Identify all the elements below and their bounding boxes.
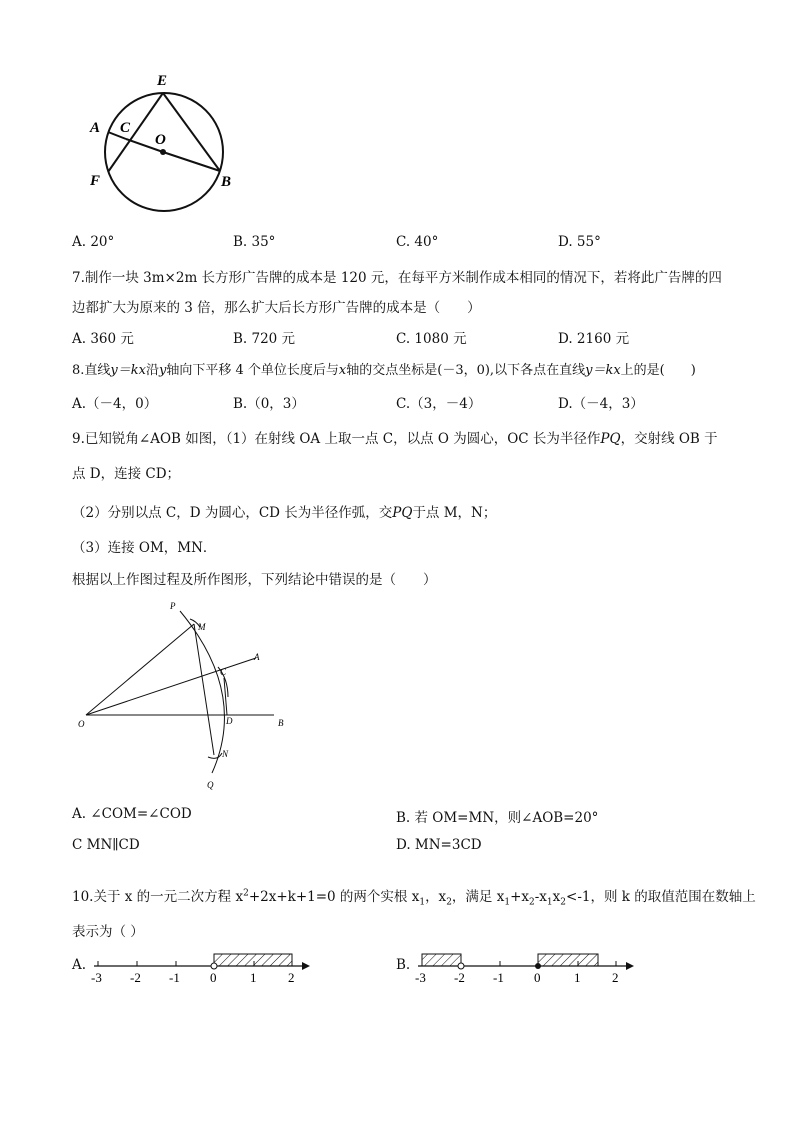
fig-label-N: N <box>222 749 229 759</box>
shaded-region-left <box>422 954 461 966</box>
q10-line1 <box>72 885 756 908</box>
q10-sub: 2 <box>560 897 567 908</box>
q8-eq2-rest: ＝kx <box>592 363 621 378</box>
q10-text: ，满足 x <box>451 889 505 905</box>
q6-option-b[interactable]: B. 35° <box>233 234 276 250</box>
q10-text: 10.关于 x 的一元二次方程 x <box>72 889 244 905</box>
q10-text: +2x+k+1=0 的两个实根 x <box>248 889 420 905</box>
number-line-a[interactable] <box>88 944 318 986</box>
q9-arc-pq: PQ <box>600 431 621 447</box>
q9-line5: 根据以上作图过程及所作图形，下列结论中错误的是（ ） <box>72 572 437 588</box>
solid-point-zero <box>535 963 541 969</box>
q8-text: 沿 <box>145 363 159 378</box>
q7-option-b[interactable]: B. 720 元 <box>233 331 296 347</box>
arrow-head <box>626 962 634 970</box>
q10-text: x <box>552 889 561 905</box>
q6-option-a[interactable]: A. 20° <box>72 234 115 250</box>
q9-option-a[interactable]: A. ∠COM=∠COD <box>72 806 192 822</box>
tick-label: -1 <box>493 970 504 985</box>
q7-option-c[interactable]: C. 1080 元 <box>396 331 467 347</box>
q8-text: 轴的交点坐标是(－3，0),以下各点在直线 <box>346 363 586 378</box>
q10-line2: 表示为（ ） <box>72 924 144 940</box>
q10-sub: 1 <box>504 897 511 908</box>
q10-text: ，x <box>425 889 447 905</box>
q9-line3 <box>72 501 496 521</box>
q9-option-d[interactable]: D. MN=3CD <box>396 837 482 853</box>
center-point <box>160 149 166 155</box>
tick-label: 2 <box>612 970 619 985</box>
label-B: B <box>221 174 232 190</box>
q9-line4: （3）连接 OM，MN． <box>72 540 217 556</box>
shaded-region <box>214 954 292 966</box>
tick-label: 0 <box>210 970 217 985</box>
fig-label-O: O <box>78 719 85 729</box>
q8-option-a[interactable]: A.（－4，0） <box>72 396 158 412</box>
tick-label: 2 <box>288 970 295 985</box>
tick-label: -3 <box>415 970 426 985</box>
q10-sub: 1 <box>419 897 426 908</box>
q7-option-d[interactable]: D. 2160 元 <box>558 331 630 347</box>
q8-text: 轴向下平移 4 个单位长度后与 <box>166 363 339 378</box>
q8-eq1-y: y <box>110 363 118 378</box>
q6-option-d[interactable]: D. 55° <box>558 234 601 250</box>
label-O: O <box>155 132 166 148</box>
q8-text: 8.直线 <box>72 363 111 378</box>
q9-line2: 点 D，连接 CD； <box>72 466 181 482</box>
q10-option-b-label[interactable]: B. <box>396 957 411 973</box>
q9-option-b[interactable]: B. 若 OM=MN，则∠AOB=20° <box>396 810 599 826</box>
fig-label-M: M <box>198 622 206 632</box>
arc-N <box>208 753 222 758</box>
q9-line1 <box>72 427 718 447</box>
q7-line1: 7.制作一块 3m×2m 长方形广告牌的成本是 120 元，在每平方米制作成本相同的情况下，若将此广告牌的四 <box>72 270 722 286</box>
segment-EB <box>163 93 220 171</box>
tick-label: 1 <box>574 970 581 985</box>
q9-text: 9.已知锐角∠AOB 如图，（1）在射线 OA 上取一点 C，以点 O 为圆心，OC 长为半径作 <box>72 431 601 447</box>
label-C: C <box>120 120 131 136</box>
tick-label: 1 <box>250 970 257 985</box>
tick-label: -1 <box>169 970 180 985</box>
ray-OA <box>86 658 256 715</box>
tick-label: 0 <box>534 970 541 985</box>
arrow-head <box>302 962 310 970</box>
segment-MN <box>194 624 214 755</box>
fig-label-B: B <box>278 718 284 728</box>
q10-sup: 2 <box>243 888 249 899</box>
open-point-zero <box>211 963 217 969</box>
fig-label-D: D <box>226 716 233 726</box>
q7-line2: 边都扩大为原来的 3 倍，那么扩大后长方形广告牌的成本是（ ） <box>72 300 481 316</box>
q10-text: -x <box>534 889 547 905</box>
fig-label-A: A <box>254 652 260 662</box>
q8-option-c[interactable]: C.（3，－4） <box>396 396 482 412</box>
tick-label: -3 <box>91 970 102 985</box>
angle-construction-figure <box>72 597 302 797</box>
q8-option-b[interactable]: B.（0，3） <box>233 396 305 412</box>
q9-arc-pq-2: PQ <box>392 505 413 521</box>
q9-option-c[interactable]: C MN∥CD <box>72 837 140 853</box>
tick-label: -2 <box>130 970 141 985</box>
q8-text: 上的是( ) <box>620 363 696 378</box>
arc-PQ <box>180 611 224 773</box>
q8-eq2-y: y <box>585 363 593 378</box>
q9-text: ，交射线 OB 于 <box>620 431 718 447</box>
fig-label-C: C <box>220 667 227 677</box>
label-E: E <box>157 73 168 89</box>
fig-label-P: P <box>170 601 176 611</box>
q10-sub: 2 <box>446 897 452 908</box>
segment-OB <box>163 152 220 171</box>
q10-option-a-label[interactable]: A. <box>72 957 87 973</box>
q6-option-c[interactable]: C. 40° <box>396 234 439 250</box>
q8-axis-x: x <box>338 363 347 378</box>
q10-text: <-1，则 k 的取值范围在数轴上 <box>566 889 756 905</box>
q10-sub: 2 <box>529 897 535 908</box>
label-F: F <box>90 173 101 189</box>
fig-label-Q: Q <box>207 780 214 790</box>
number-line-b[interactable] <box>412 944 642 986</box>
q10-sub: 1 <box>546 897 553 908</box>
q8-eq1-rest: ＝kx <box>117 363 146 378</box>
label-A: A <box>90 120 101 136</box>
tick-label: -2 <box>454 970 465 985</box>
q9-text: （2）分别以点 C，D 为圆心，CD 长为半径作弧，交 <box>72 505 393 521</box>
q8-axis-y: y <box>159 363 167 378</box>
circle-figure <box>80 68 240 218</box>
q7-option-a[interactable]: A. 360 元 <box>72 331 134 347</box>
q8-stem <box>72 359 696 378</box>
q8-option-d[interactable]: D.（－4，3） <box>558 396 644 412</box>
segment-OM <box>86 624 194 715</box>
q10-text: +x <box>510 889 529 905</box>
q9-text: 于点 M，N； <box>412 505 497 521</box>
shaded-region-right <box>538 954 598 966</box>
open-point-minus2 <box>458 963 464 969</box>
